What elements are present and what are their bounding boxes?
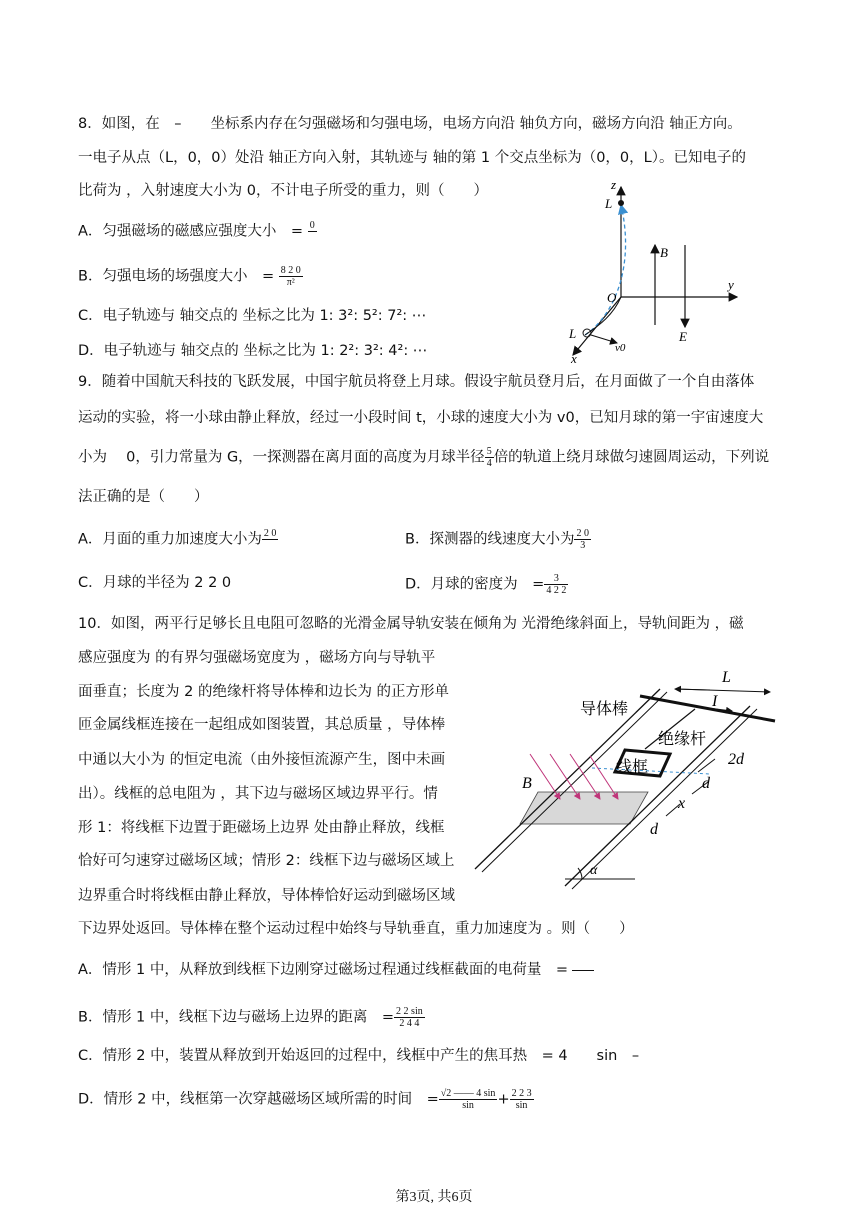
q10-option-c: C．情形 2 中，装置从释放到开始返回的过程中，线框中产生的焦耳热 = 4 sin – (78, 1048, 640, 1064)
q10-fig-x-label: x (678, 795, 686, 812)
q9-option-c: C．月球的半径为 2 2 0 (78, 575, 232, 591)
q10-fig-2d-label: 2d (728, 751, 744, 768)
q10-fig-bar-label: 绝缘杆 (658, 729, 707, 748)
q10-fig-l-label: L (722, 669, 731, 686)
q8-fig-z-label: z (611, 177, 617, 192)
q10-fig-d1-label: d (702, 775, 710, 792)
q10-fig-b-label: B (522, 775, 532, 792)
q8-fig-x-label: x (571, 351, 577, 365)
q8-line-1: 8．如图，在 – 坐标系内存在匀强磁场和匀强电场，电场方向沿 轴负方向，磁场方向沿 轴正方向。 (78, 116, 742, 132)
q10-line-8: 恰好可匀速穿过磁场区域；情形 2：线框下边与磁场区域上 (78, 853, 455, 869)
q8-option-b: B．匀强电场的场强度大小 = $\frac{8 2 0}{\text{π²}}$ (78, 265, 301, 288)
q10-option-a: A．情形 1 中，从释放到线框下边刚穿过磁场过程通过线框截面的电荷量 = (78, 960, 594, 980)
q10-option-b: B．情形 1 中，线框下边与磁场上边界的距离 = $\frac{2 2 \sin}{2 4 4}$ (78, 1006, 423, 1029)
q8-fig-l-bottom: L (569, 326, 577, 341)
q8-option-d: D．电子轨迹与 轴交点的 坐标之比为 1: 2²: 3²: 4²: ⋯ (78, 343, 428, 359)
q10-figure (470, 664, 790, 894)
q10-fig-d2-label: d (650, 821, 658, 838)
q8-fig-v0-label: v0 (615, 342, 626, 354)
q10-fig-rod-label: 导体棒 (580, 699, 629, 718)
page-footer: 第3页, 共6页 (395, 1190, 473, 1205)
q10-line-4: 匝金属线框连接在一起组成如图装置，其总质量 ，导体棒 (78, 717, 446, 733)
q10-line-6: 出）。线框的总电阻为 ，其下边与磁场区域边界平行。情 (78, 786, 438, 802)
q10-line-2: 感应强度为 的有界匀强磁场宽度为 ，磁场方向与导轨平 (78, 650, 436, 666)
q8-figure (555, 175, 745, 365)
q9-line-3: 小为 0，引力常量为 G，一探测器在离月面的高度为月球半径 $\frac{5}{4}$ 倍的轨道上绕月球做匀速圆周运动，下列说 (78, 446, 770, 469)
q10-fig-alpha-label: α (590, 863, 598, 878)
q9-option-d: D．月球的密度为 = $\frac{3}{4 2 2}$ (405, 573, 567, 596)
q10-fig-frame-label: 线框 (616, 757, 649, 776)
q8-line-3: 比荷为 ，入射速度大小为 0，不计电子所受的重力，则（ ） (78, 183, 488, 199)
q8-fig-y-label: y (728, 277, 734, 292)
q10-option-d: D．情形 2 中，线框第一次穿越磁场区域所需的时间 = $\frac{√2 —— 4 \sin}{\sin}$ + $\frac{2 2 3}{\sin}$ (78, 1088, 532, 1111)
q8-fig-e-label: E (679, 329, 687, 344)
q10-line-7: 形 1：将线框下边置于距磁场上边界 处由静止释放，线框 (78, 820, 445, 836)
q10-line-5: 中通以大小为 的恒定电流（由外接恒流源产生，图中未画 (78, 752, 446, 768)
q10-line-9: 边界重合时将线框由静止释放，导体棒恰好运动到磁场区域 (78, 888, 455, 904)
q9-line-1: 9．随着中国航天科技的飞跃发展，中国宇航员将登上月球。假设宇航员登月后，在月面做了一个自由落体 (78, 374, 755, 390)
q9-option-b: B．探测器的线速度大小为 $\frac{2 0}{3}$ (405, 528, 589, 551)
q10-line-1: 10．如图，两平行足够长且电阻可忽略的光滑金属导轨安装在倾角为 光滑绝缘斜面上，导轨间距为 ，磁 (78, 616, 744, 632)
q9-option-a: A．月面的重力加速度大小为 2 0 (78, 528, 277, 548)
q10-line-3: 面垂直；长度为 2 的绝缘杆将导体棒和边长为 的正方形单 (78, 684, 450, 700)
q10-fig-i-label: I (712, 693, 718, 710)
q8-line-2: 一电子从点（L，0，0）处沿 轴正方向入射，其轨迹与 轴的第 1 个交点坐标为（0，0，L）。已知电子的 (78, 150, 746, 166)
q9-line-4: 法正确的是（ ） (78, 489, 209, 505)
q8-option-c: C．电子轨迹与 轴交点的 坐标之比为 1: 3²: 5²: 7²: ⋯ (78, 308, 427, 324)
q8-fig-b-label: B (660, 245, 668, 260)
q9-line-2: 运动的实验，将一小球由静止释放，经过一小段时间 t，小球的速度大小为 v0，已知月球的第一宇宙速度大 (78, 410, 764, 426)
q8-fig-l-top: L (605, 196, 613, 211)
q8-fig-origin: O (607, 290, 617, 305)
q10-line-10: 下边界处返回。导体棒在整个运动过程中始终与导轨垂直，重力加速度为 。则（ ） (78, 921, 634, 937)
q8-option-a: A．匀强磁场的磁感应强度大小 = 0 (78, 220, 315, 240)
